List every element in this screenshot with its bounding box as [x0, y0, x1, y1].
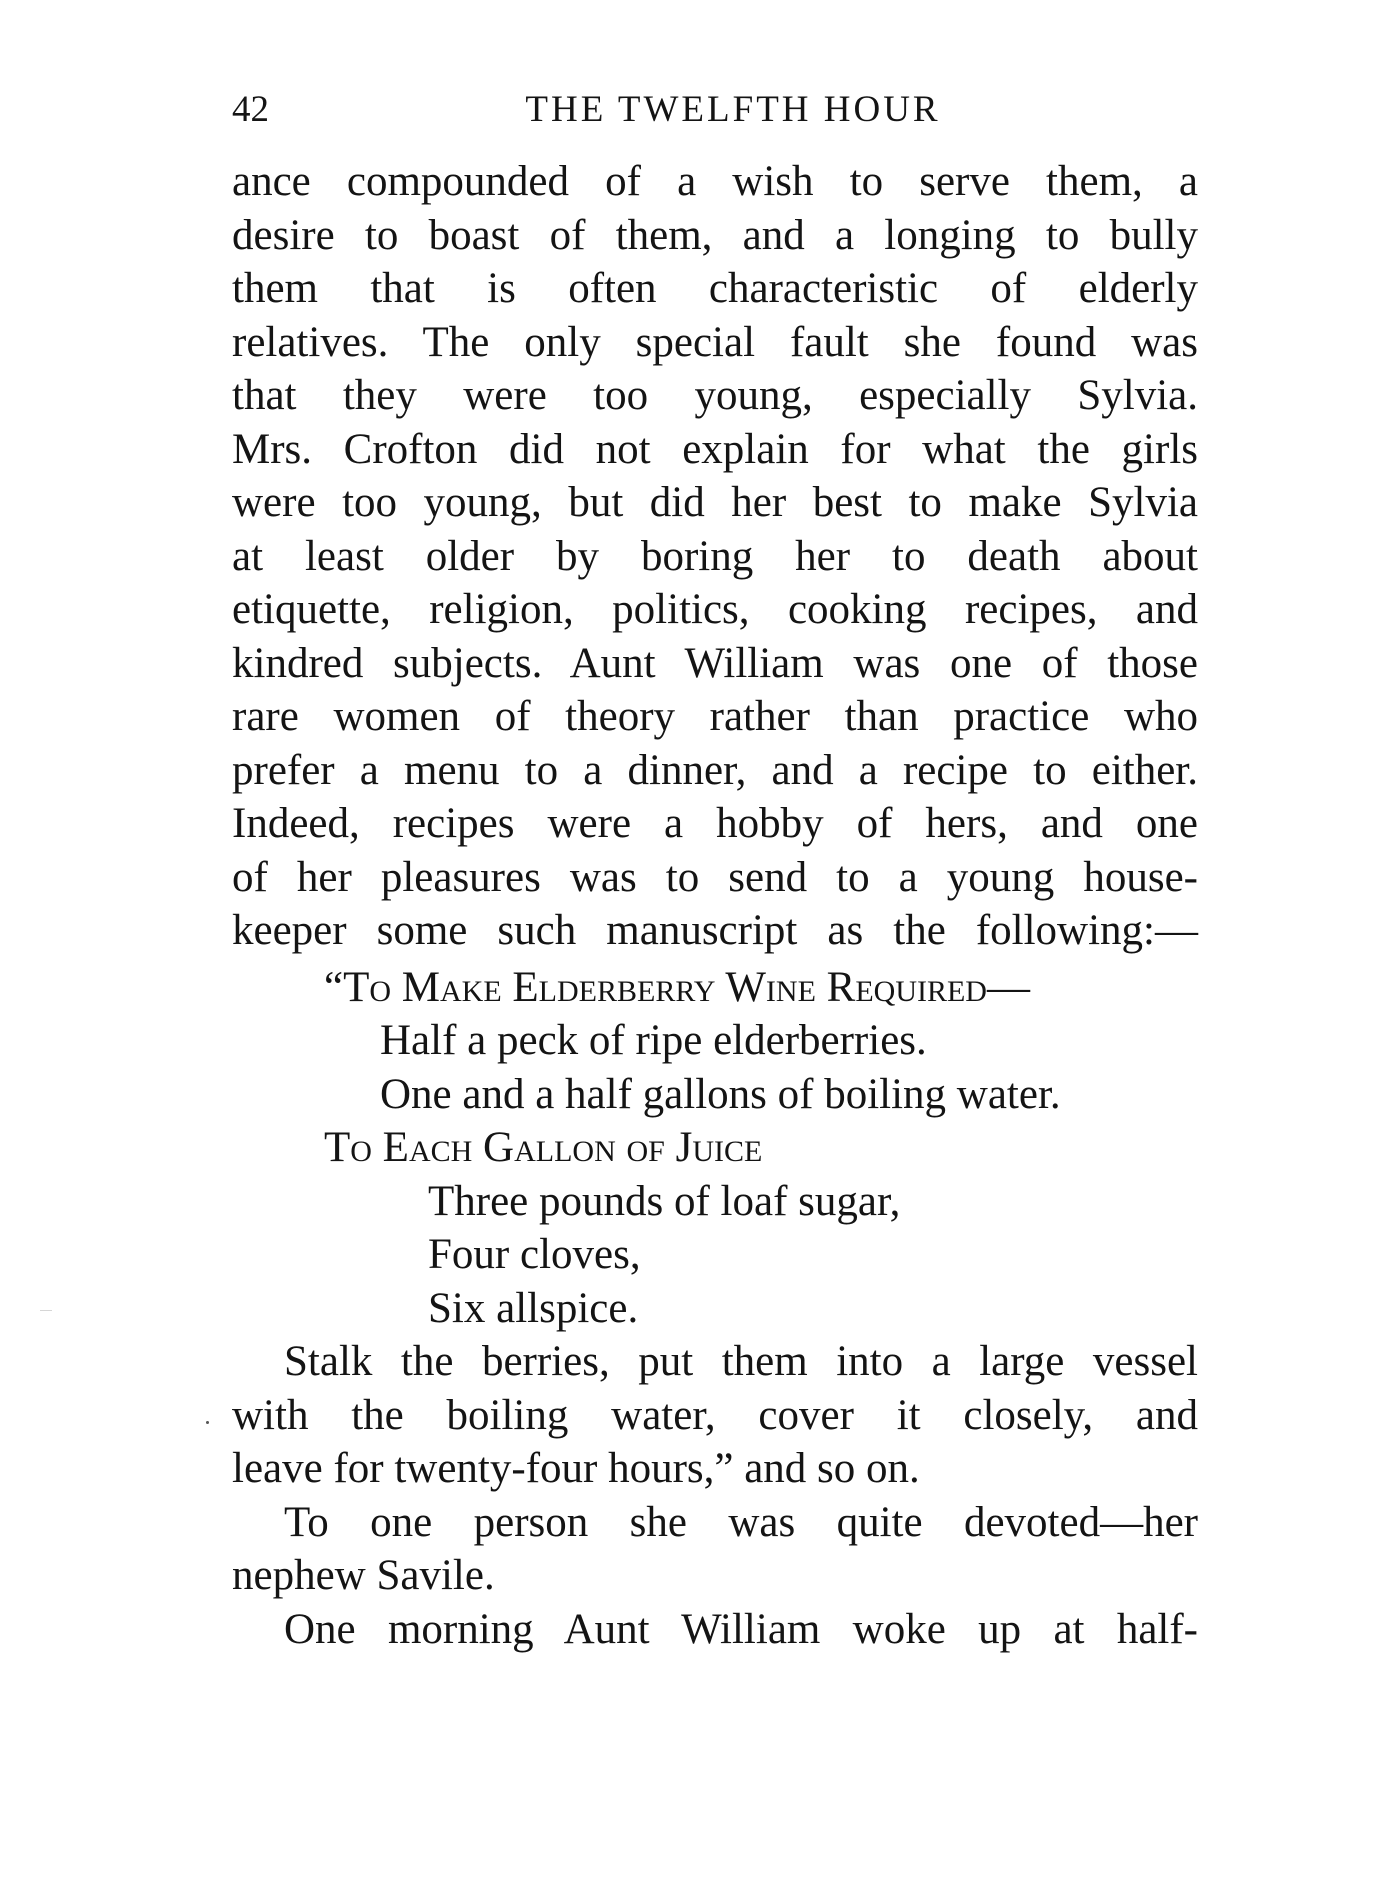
text-line: One morning Aunt William woke up at half- [284, 1605, 1198, 1653]
recipe-ingredient: Four cloves, [428, 1231, 641, 1278]
text-line: of her pleasures was to send to a young house- [232, 853, 1198, 901]
recipe-heading: “To Make Elderberry Wine Required— [324, 963, 1030, 1011]
recipe-ingredient: Six allspice. [428, 1284, 639, 1332]
text-line: rare women of theory rather than practice who [232, 693, 1198, 740]
text-line: Stalk the berries, put them into a large vessel [284, 1338, 1198, 1385]
recipe-ingredient: Half a peck of ripe elderberries. [380, 1017, 927, 1064]
scan-mark [40, 1310, 52, 1311]
text-line: nephew Savile. [232, 1552, 495, 1599]
text-line: prefer a menu to a dinner, and a recipe to either. [232, 746, 1198, 794]
running-header [232, 88, 1198, 136]
ink-speck [206, 1421, 209, 1424]
text-line: desire to boast of them, and a longing to bully [232, 211, 1198, 259]
text-line: ance compounded of a wish to serve them, a [232, 158, 1198, 205]
paragraph-4 [232, 1603, 1198, 1657]
text-line: them that is often characteristic of elderly [232, 265, 1198, 312]
text-line: To one person she was quite devoted—her [284, 1498, 1198, 1546]
text-line: that they were too young, especially Sylvia. [232, 372, 1198, 419]
page-body [232, 155, 1198, 1656]
text-line: Indeed, recipes were a hobby of hers, and one [232, 800, 1198, 847]
text-line: with the boiling water, cover it closely, and [232, 1391, 1198, 1439]
text-line: relatives. The only special fault she found was [232, 318, 1198, 366]
text-line: Mrs. Crofton did not explain for what the girls [232, 425, 1198, 473]
text-line: were too young, but did her best to make Sylvia [232, 479, 1198, 526]
paragraph-1 [232, 155, 1198, 958]
paragraph-3 [232, 1496, 1198, 1603]
recipe-ingredient: Three pounds of loaf sugar, [428, 1177, 901, 1225]
text-line: kindred subjects. Aunt William was one of those [232, 639, 1198, 687]
text-line: etiquette, religion, politics, cooking recipes, and [232, 586, 1198, 633]
running-title: THE TWELFTH HOUR [525, 89, 941, 130]
text-line: keeper some such manuscript as the following:— [232, 907, 1198, 954]
recipe-ingredient: One and a half gallons of boiling water. [380, 1070, 1061, 1118]
text-line: leave for twenty-four hours,” and so on. [232, 1445, 920, 1492]
text-line: at least older by boring her to death about [232, 532, 1198, 580]
recipe-block [232, 961, 1198, 1336]
paragraph-2 [232, 1335, 1198, 1496]
recipe-subheading: To Each Gallon of Juice [324, 1124, 763, 1171]
page-number: 42 [232, 89, 269, 130]
